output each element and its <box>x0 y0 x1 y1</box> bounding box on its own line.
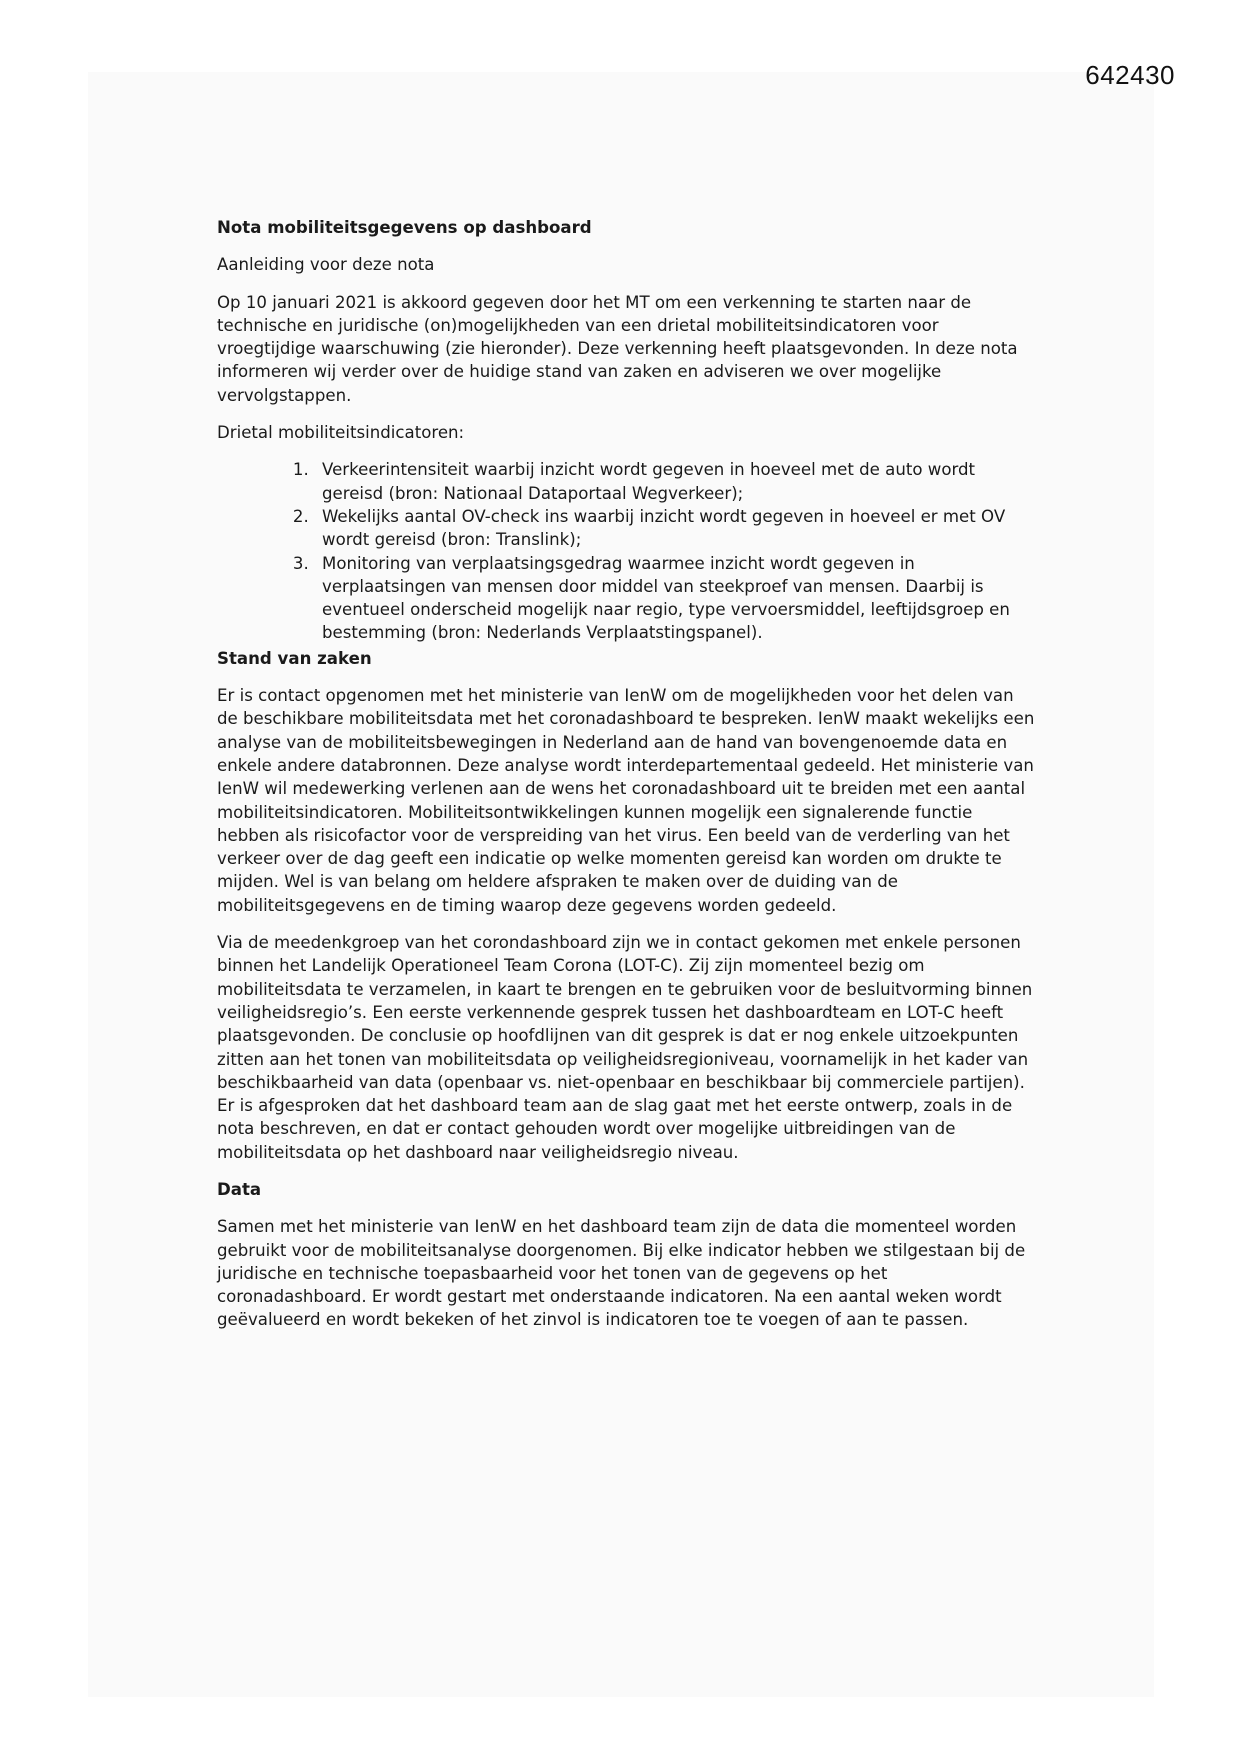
status-heading: Stand van zaken <box>217 648 372 668</box>
indicator-item: 3. Monitoring van verplaatsingsgedrag waarmee inzicht wordt gegeven in verplaatsingen van mensen door middel van steekproef van mensen. Daarbij is eventueel onderscheid mogelijk naar regio, type vervoersmiddel, leeftijdsgroep en bestemming (bron: Nederlands Verplaatstingspanel). <box>314 552 1037 645</box>
indicator-item: 1. Verkeerintensiteit waarbij inzicht wordt gegeven in hoeveel met de auto wordt gereisd (bron: Nationaal Dataportaal Wegverkeer); <box>314 458 1037 505</box>
indicator-item: 2. Wekelijks aantal OV-check ins waarbij inzicht wordt gegeven in hoeveel er met OV wordt gereisd (bron: Translink); <box>314 505 1037 552</box>
status-paragraph: Er is contact opgenomen met het ministerie van IenW om de mogelijkheden voor het delen van de beschikbare mobiliteitsdata met het coronadashboard te bespreken. IenW maakt wekelijks een analyse van de mobiliteitsbewegingen in Nederland aan de hand van bovengenoemde data en enkele andere databronnen. Deze analyse wordt interdepartementaal gedeeld. Het ministerie van IenW wil medewerking verlenen aan de wens het coronadashboard uit te breiden met een aantal mobiliteitsindicatoren. Mobiliteitsontwikkelingen kunnen mogelijk een signalerende functie hebben als risicofactor voor de verspreiding van het virus. Een beeld van de verderling van het verkeer over de dag geeft een indicatie op welke momenten gereisd kan worden om drukte te mijden. Wel is van belang om heldere afspraken te maken over de duiding van de mobiliteitsgegevens en de timing waarop deze gegevens worden gedeeld. <box>217 686 1035 915</box>
indicators-list <box>217 458 1037 644</box>
status-paragraph: Via de meedenkgroep van het corondashboard zijn we in contact gekomen met enkele personen binnen het Landelijk Operationeel Team Corona (LOT-C). Zij zijn momenteel bezig om mobiliteitsdata te verzamelen, in kaart te brengen en te gebruiken voor de besluitvorming binnen veiligheidsregio’s. Een eerste verkennende gesprek tussen het dashboardteam en LOT-C heeft plaatsgevonden. De conclusie op hoofdlijnen van dit gesprek is dat er nog enkele uitzoekpunten zitten aan het tonen van mobiliteitsdata op veiligheidsregioniveau, voornamelijk in het kader van beschikbaarheid van data (openbaar vs. niet-openbaar en beschikbaar bij commerciele partijen). Er is afgesproken dat het dashboard team aan de slag gaat met het eerste ontwerp, zoals in de nota beschreven, en dat er contact gehouden wordt over mogelijke uitbreidingen van de mobiliteitsdata op het dashboard naar veiligheidsregio niveau. <box>217 933 1033 1162</box>
document-number: 642430 <box>1085 60 1175 90</box>
data-heading: Data <box>217 1179 262 1199</box>
intro-paragraph: Op 10 januari 2021 is akkoord gegeven door het MT om een verkenning te starten naar de technische en juridische (on)mogelijkheden van een drietal mobiliteitsindicatoren voor vroegtijdige waarschuwing (zie hieronder). Deze verkenning heeft plaatsgevonden. In deze nota informeren wij verder over de huidige stand van zaken en adviseren we over mogelijke vervolgstappen. <box>217 292 1018 405</box>
intro-heading: Aanleiding voor deze nota <box>217 255 435 275</box>
document-body <box>217 216 1037 1346</box>
data-paragraph: Samen met het ministerie van IenW en het dashboard team zijn de data die momenteel worden gebruikt voor de mobiliteitsanalyse doorgenomen. Bij elke indicator hebben we stilgestaan bij de juridische en technische toepasbaarheid voor het tonen van de gegevens op het coronadashboard. Er wordt gestart met onderstaande indicatoren. Na een aantal weken wordt geëvalueerd en wordt bekeken of het zinvol is indicatoren toe te voegen of aan te passen. <box>217 1217 1026 1330</box>
document-title: Nota mobiliteitsgegevens op dashboard <box>217 218 592 237</box>
indicators-label: Drietal mobiliteitsindicatoren: <box>217 423 465 443</box>
